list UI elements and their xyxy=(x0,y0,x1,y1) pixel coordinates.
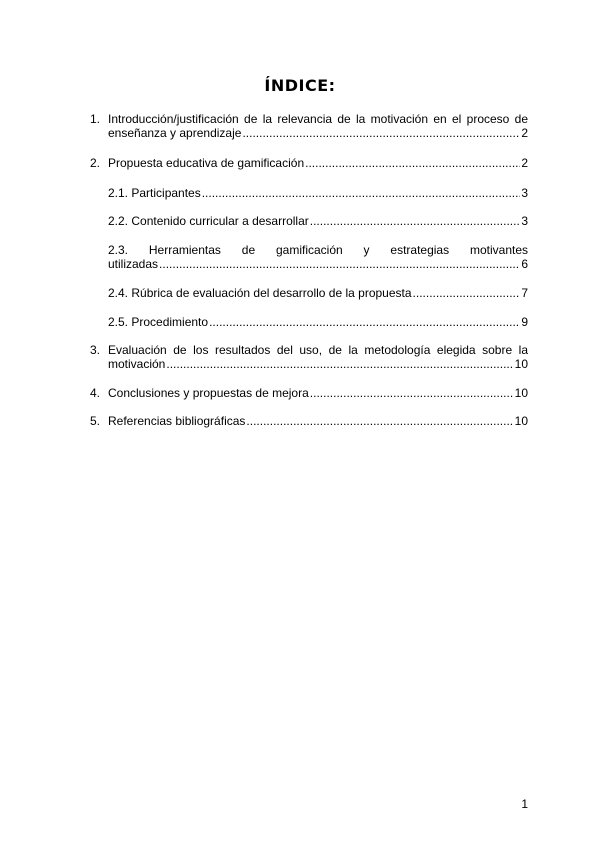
toc-entry-number: 5. xyxy=(90,414,101,428)
toc-entry-page: 10 xyxy=(514,414,528,428)
toc-entry-herramientas[interactable] xyxy=(90,243,528,271)
toc-entry-page: 6 xyxy=(521,257,528,271)
toc-entry-page: 10 xyxy=(514,386,528,400)
dot-leader xyxy=(305,156,520,170)
dot-leader xyxy=(242,126,520,140)
toc-word: y xyxy=(363,243,370,257)
dot-leader xyxy=(202,186,521,200)
toc-entry-page: 10 xyxy=(514,357,528,371)
toc-entry-title: Propuesta educativa de gamificación xyxy=(108,156,305,170)
toc-entry-procedimiento[interactable] xyxy=(90,315,528,329)
toc-entry-page: 7 xyxy=(521,286,528,300)
toc-entry-page: 2 xyxy=(521,126,528,140)
toc-entry-title: 2.1. Participantes xyxy=(108,186,201,200)
dot-leader xyxy=(159,257,520,271)
toc-entry-title: 2.5. Procedimiento xyxy=(108,315,209,329)
toc-entry-rubrica[interactable] xyxy=(90,286,528,300)
toc-entry-contenido-curricular[interactable] xyxy=(90,214,528,228)
toc-entry-number: 3. xyxy=(90,343,101,357)
toc-entry-title-line1: Introducción/justificación de la relevancia de la motivación en el proceso de xyxy=(108,112,528,126)
toc-entry-title: Conclusiones y propuestas de mejora xyxy=(108,386,309,400)
toc-word: estrategias xyxy=(390,243,450,257)
toc-entry-title-line1: Evaluación de los resultados del uso, de la metodología elegida sobre la xyxy=(108,343,528,357)
dot-leader xyxy=(310,214,521,228)
dot-leader xyxy=(310,386,514,400)
toc-entry-title: Referencias bibliográficas xyxy=(108,414,246,428)
toc-entry-evaluacion[interactable] xyxy=(90,343,528,371)
toc-word: 2.3. xyxy=(108,243,129,257)
dot-leader xyxy=(209,315,520,329)
toc-entry-introduccion[interactable] xyxy=(90,112,528,140)
toc-entry-title-line2: enseñanza y aprendizaje xyxy=(108,126,242,140)
toc-entry-number: 1. xyxy=(90,112,101,126)
toc-entry-title-line2: utilizadas xyxy=(108,257,159,271)
toc-entry-participantes[interactable] xyxy=(90,186,528,200)
page-number: 1 xyxy=(521,797,528,811)
toc-entry-title-line1 xyxy=(108,243,528,257)
toc-entry-propuesta[interactable] xyxy=(90,156,528,170)
toc-entry-title-line2: motivación xyxy=(108,357,166,371)
page-title: ÍNDICE: xyxy=(264,76,336,95)
dot-leader xyxy=(413,286,521,300)
dot-leader xyxy=(166,357,513,371)
toc-entry-page: 3 xyxy=(521,214,528,228)
toc-entry-number: 4. xyxy=(90,386,101,400)
toc-entry-page: 9 xyxy=(521,315,528,329)
toc-word: gamificación xyxy=(275,243,343,257)
toc-word: Herramientas xyxy=(148,243,221,257)
toc-entry-page: 3 xyxy=(521,186,528,200)
dot-leader xyxy=(246,414,513,428)
toc-word: motivantes xyxy=(469,243,528,257)
toc-entry-number: 2. xyxy=(90,156,101,170)
toc-word: de xyxy=(241,243,256,257)
toc-entry-title: 2.2. Contenido curricular a desarrollar xyxy=(108,214,309,228)
toc-entry-page: 2 xyxy=(521,156,528,170)
toc-entry-conclusiones[interactable] xyxy=(90,386,528,400)
toc-entry-referencias[interactable] xyxy=(90,414,528,428)
toc-entry-title: 2.4. Rúbrica de evaluación del desarrollo de la propuesta xyxy=(108,286,412,300)
